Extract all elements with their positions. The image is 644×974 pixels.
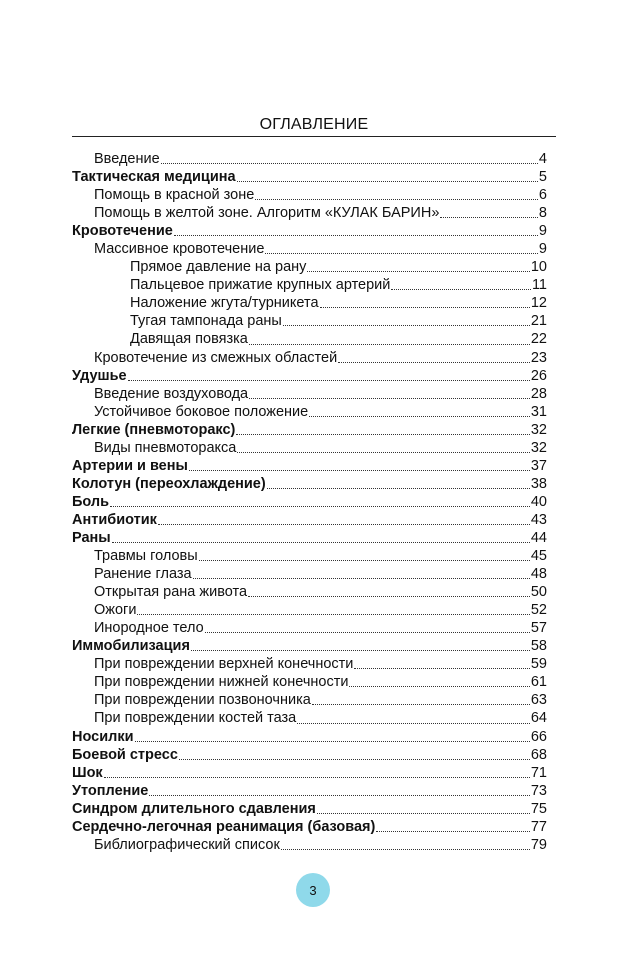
toc-entry — [72, 493, 547, 511]
page-number-badge: 3 — [296, 873, 330, 907]
toc-entry-page: 8 — [538, 205, 547, 222]
dot-leader — [193, 577, 530, 579]
toc-entry-title: При повреждении верхней конечности — [94, 656, 354, 673]
toc-entry-title: Раны — [72, 529, 111, 546]
toc-entry — [72, 150, 547, 168]
toc-entry — [72, 836, 547, 854]
toc-entry-page: 9 — [538, 241, 547, 258]
toc-entry — [72, 385, 547, 403]
toc-entry — [72, 800, 547, 818]
toc-entry-title: Удушье — [72, 367, 127, 384]
toc-entry — [72, 818, 547, 836]
toc-entry-title: Травмы головы — [94, 548, 198, 565]
toc-entry-page: 50 — [530, 584, 547, 601]
toc-entry-page: 22 — [530, 331, 547, 348]
toc-entry — [72, 349, 547, 367]
dot-leader — [249, 343, 530, 345]
dot-leader — [110, 505, 530, 507]
toc-entry-title: Помощь в желтой зоне. Алгоритм «КУЛАК БАРИН» — [94, 205, 440, 222]
toc-entry-page: 64 — [530, 710, 547, 727]
toc-entry-title: Боевой стресс — [72, 746, 178, 763]
toc-entry-page: 9 — [538, 223, 547, 240]
toc-entry-title: Открытая рана живота — [94, 584, 248, 601]
toc-entry-title: Антибиотик — [72, 511, 157, 528]
toc-entry-title: Иммобилизация — [72, 638, 190, 655]
toc-entry — [72, 673, 547, 691]
dot-leader — [265, 252, 538, 254]
toc-entry-title: Носилки — [72, 728, 134, 745]
toc-entry-page: 23 — [530, 349, 547, 366]
toc-entry — [72, 439, 547, 457]
toc-entry-page: 4 — [538, 151, 547, 167]
toc-entry-title: Введение — [94, 151, 160, 167]
dot-leader — [320, 306, 530, 308]
toc-entry — [72, 764, 547, 782]
dot-leader — [161, 162, 538, 164]
toc-entry — [72, 728, 547, 746]
toc-entry-page: 77 — [530, 818, 547, 835]
dot-leader — [317, 812, 530, 814]
dot-leader — [255, 198, 538, 200]
toc-entry — [72, 709, 547, 727]
toc-entry-title: Боль — [72, 493, 110, 510]
dot-leader — [191, 649, 530, 651]
page-title: ОГЛАВЛЕНИЕ — [259, 116, 369, 133]
title-divider — [72, 136, 556, 137]
toc-entry-title: Библиографический список — [94, 836, 280, 853]
dot-leader — [354, 667, 529, 669]
table-of-contents — [72, 150, 547, 854]
toc-entry — [72, 475, 547, 493]
toc-entry-title: Тактическая медицина — [72, 169, 236, 186]
toc-entry-title: Кровотечение из смежных областей — [94, 349, 338, 366]
toc-entry-title: Синдром длительного сдавления — [72, 800, 316, 817]
toc-entry-title: Легкие (пневмоторакс) — [72, 421, 236, 438]
toc-entry-page: 44 — [530, 529, 547, 546]
toc-entry-page: 66 — [530, 728, 547, 745]
dot-leader — [338, 361, 530, 363]
toc-entry-page: 71 — [530, 764, 547, 781]
toc-entry-page: 5 — [538, 169, 547, 186]
dot-leader — [349, 685, 529, 687]
toc-entry-title: Ранение глаза — [94, 566, 192, 583]
toc-entry-page: 11 — [531, 277, 547, 294]
toc-entry — [72, 637, 547, 655]
toc-entry-page: 73 — [530, 782, 547, 799]
toc-entry-page: 63 — [530, 692, 547, 709]
dot-leader — [312, 703, 530, 705]
dot-leader — [297, 722, 530, 724]
toc-entry — [72, 782, 547, 800]
dot-leader — [149, 794, 529, 796]
dot-leader — [249, 397, 530, 399]
toc-entry — [72, 746, 547, 764]
toc-entry — [72, 240, 547, 258]
toc-entry-page: 58 — [530, 638, 547, 655]
toc-entry-page: 52 — [530, 602, 547, 619]
dot-leader — [309, 415, 530, 417]
dot-leader — [205, 631, 530, 633]
toc-entry-page: 32 — [530, 439, 547, 456]
toc-entry — [72, 565, 547, 583]
toc-entry-title: Колотун (переохлаждение) — [72, 475, 266, 492]
toc-entry-page: 79 — [530, 836, 547, 853]
toc-entry-title: Шок — [72, 764, 103, 781]
toc-entry-page: 61 — [530, 674, 547, 691]
toc-entry-title: Инородное тело — [94, 620, 204, 637]
toc-entry-page: 59 — [530, 656, 547, 673]
toc-entry — [72, 330, 547, 348]
toc-entry — [72, 457, 547, 475]
toc-entry-page: 32 — [530, 421, 547, 438]
toc-entry-page: 31 — [530, 403, 547, 420]
toc-entry-title: Прямое давление на рану — [130, 259, 307, 276]
dot-leader — [440, 216, 538, 218]
dot-leader — [237, 451, 530, 453]
toc-entry-title: При повреждении нижней конечности — [94, 674, 349, 691]
toc-entry — [72, 691, 547, 709]
toc-entry-title: Сердечно-легочная реанимация (базовая) — [72, 818, 376, 835]
toc-entry — [72, 511, 547, 529]
toc-entry — [72, 312, 547, 330]
dot-leader — [236, 433, 530, 435]
dot-leader — [307, 270, 529, 272]
toc-entry-page: 38 — [530, 475, 547, 492]
toc-entry-title: Тугая тампонада раны — [130, 313, 282, 330]
toc-entry-title: Ожоги — [94, 602, 137, 619]
dot-leader — [391, 288, 531, 290]
dot-leader — [158, 523, 530, 525]
toc-entry-title: При повреждении костей таза — [94, 710, 297, 727]
toc-entry-page: 45 — [530, 548, 547, 565]
dot-leader — [112, 541, 530, 543]
dot-leader — [128, 379, 530, 381]
toc-entry-title: Кровотечение — [72, 223, 173, 240]
toc-entry-page: 48 — [530, 566, 547, 583]
toc-entry — [72, 421, 547, 439]
toc-entry — [72, 547, 547, 565]
toc-entry-page: 75 — [530, 800, 547, 817]
toc-entry — [72, 168, 547, 186]
toc-entry — [72, 619, 547, 637]
toc-entry-title: При повреждении позвоночника — [94, 692, 311, 709]
toc-entry — [72, 367, 547, 385]
toc-entry — [72, 403, 547, 421]
toc-entry-page: 37 — [530, 457, 547, 474]
toc-entry-page: 10 — [530, 259, 547, 276]
toc-entry-page: 43 — [530, 511, 547, 528]
toc-entry-title: Введение воздуховода — [94, 385, 249, 402]
dot-leader — [267, 487, 530, 489]
dot-leader — [174, 234, 538, 236]
dot-leader — [376, 830, 530, 832]
toc-entry-title: Помощь в красной зоне — [94, 187, 255, 204]
toc-entry — [72, 601, 547, 619]
toc-entry-title: Давящая повязка — [130, 331, 248, 348]
dot-leader — [104, 776, 530, 778]
toc-entry-title: Утопление — [72, 782, 149, 799]
toc-entry-page: 21 — [530, 313, 547, 330]
dot-leader — [179, 758, 530, 760]
toc-entry-page: 6 — [538, 187, 547, 204]
dot-leader — [283, 324, 530, 326]
toc-entry-page: 40 — [530, 493, 547, 510]
toc-entry — [72, 294, 547, 312]
toc-entry-title: Пальцевое прижатие крупных артерий — [130, 277, 391, 294]
toc-entry — [72, 276, 547, 294]
dot-leader — [189, 469, 530, 471]
toc-entry-page: 57 — [530, 620, 547, 637]
dot-leader — [137, 613, 529, 615]
toc-entry — [72, 583, 547, 601]
toc-entry-title: Наложение жгута/турникета — [130, 295, 319, 312]
toc-entry — [72, 655, 547, 673]
toc-entry-page: 28 — [530, 385, 547, 402]
toc-entry-title: Артерии и вены — [72, 457, 188, 474]
toc-entry-page: 68 — [530, 746, 547, 763]
dot-leader — [281, 848, 530, 850]
dot-leader — [199, 559, 530, 561]
dot-leader — [237, 180, 538, 182]
toc-entry-title: Устойчивое боковое положение — [94, 403, 309, 420]
toc-entry-page: 12 — [530, 295, 547, 312]
toc-entry — [72, 258, 547, 276]
toc-entry — [72, 186, 547, 204]
toc-entry — [72, 204, 547, 222]
toc-entry-title: Массивное кровотечение — [94, 241, 265, 258]
dot-leader — [135, 740, 530, 742]
toc-entry — [72, 529, 547, 547]
toc-entry-title: Виды пневмоторакса — [94, 439, 237, 456]
dot-leader — [248, 595, 530, 597]
toc-entry-page: 26 — [530, 367, 547, 384]
toc-entry — [72, 222, 547, 240]
